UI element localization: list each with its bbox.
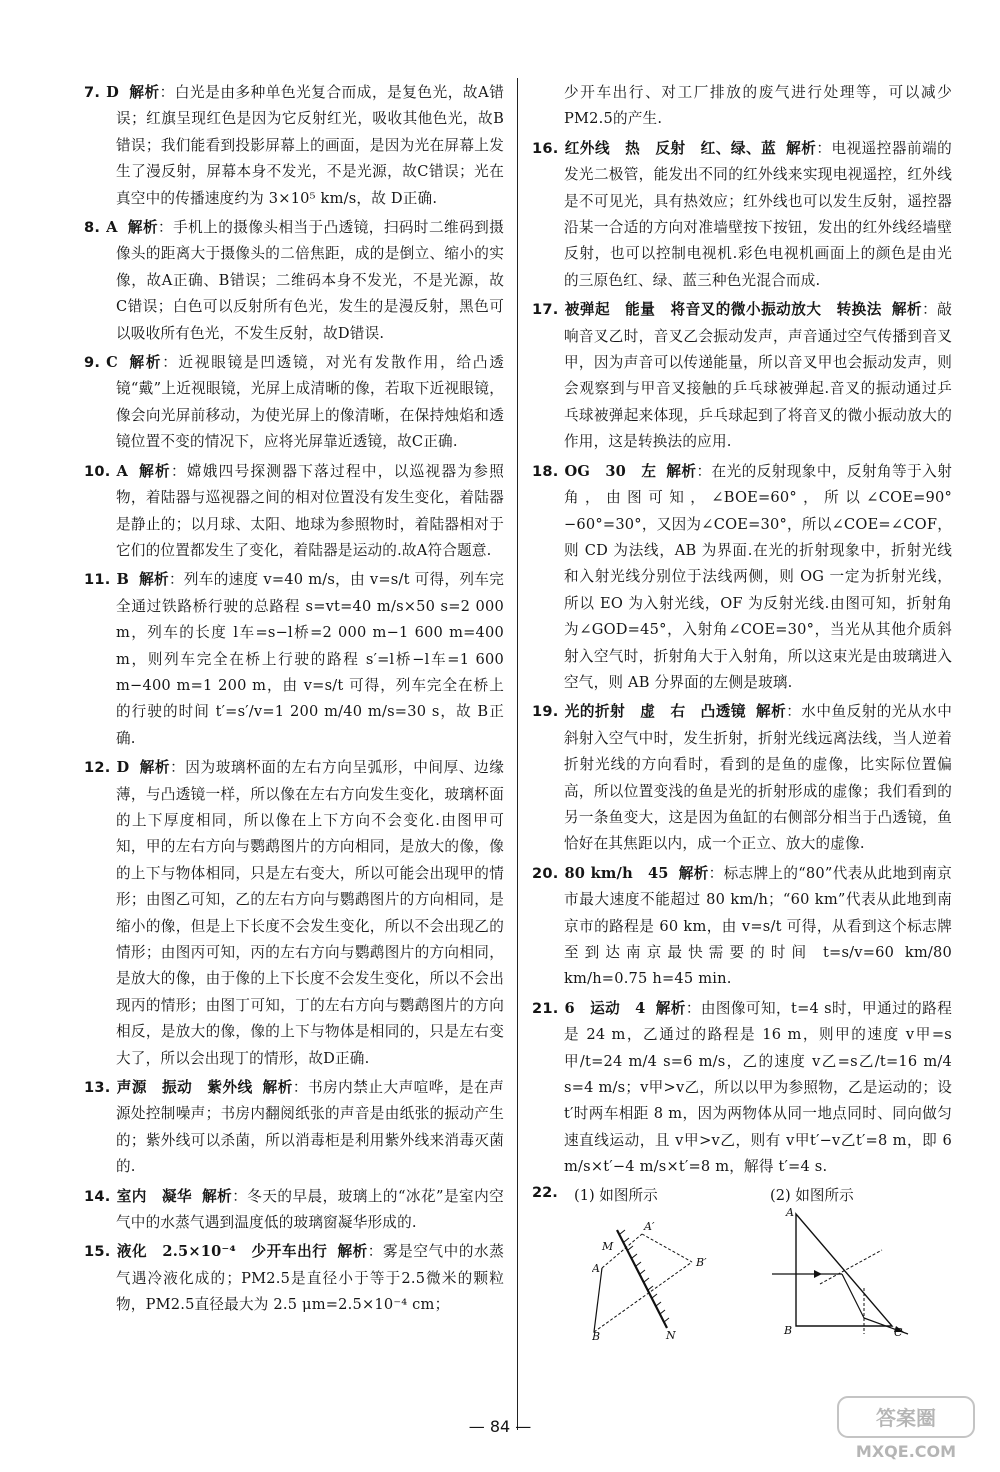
answer-item-18 (532, 459, 952, 697)
item-number: 11. (84, 571, 111, 589)
item-answer: 被弹起 能量 将音叉的微小振动放大 转换法 (564, 301, 882, 319)
analysis-text: ：水中鱼反射的光从水中斜射入空气中时，发生折射，折射光线远离法线，当人逆着折射光线的方向看时，看到的是鱼的虚像，比实际位置偏高，所以位置变浅的鱼是光的折射形成的虚像；我们看到的另一条鱼变大，这是因为鱼缸的右侧部分相当于凸透镜，鱼恰好在其焦距以内，成一个正立、放大的虚像. (564, 703, 952, 853)
label-m: M (602, 1239, 614, 1253)
label-a: A (592, 1261, 600, 1275)
item-answer: B (116, 571, 129, 589)
label-n: N (666, 1328, 676, 1340)
analysis-label: 解析 (127, 354, 163, 372)
analysis-text: ：冬天的早晨，玻璃上的“冰花”是室内空气中的水蒸气遇到温度低的玻璃窗凝华形成的. (116, 1187, 504, 1232)
figure-1-caption: (1) 如图所示 (574, 1186, 658, 1204)
item-number: 16. (532, 139, 559, 157)
item-number: 19. (532, 703, 559, 721)
column-divider (517, 78, 518, 1430)
answer-item-15-continued (532, 80, 952, 133)
item-number: 21. (532, 999, 559, 1017)
label-a: A (786, 1207, 794, 1219)
item-number: 20. (532, 864, 559, 882)
mirror-reflection-figure (592, 1220, 722, 1340)
analysis-label: 解析 (755, 703, 787, 721)
analysis-label: 解析 (678, 864, 709, 882)
right-column (532, 80, 952, 1420)
answer-item-7 (84, 80, 504, 212)
item-answer: D (106, 84, 119, 101)
glass-prism (796, 1214, 892, 1326)
analysis-label: 解析 (202, 1187, 233, 1205)
continuation-text: 少开车出行、对工厂排放的废气进行处理等，可以减少PM2.5的产生. (564, 84, 952, 128)
analysis-text: ：雾是空气中的水蒸气遇冷液化成的；PM2.5是直径小于等于2.5微米的颗粒物，PM2.5直径最大为 2.5 μm=2.5×10⁻⁴ cm； (116, 1243, 504, 1314)
analysis-label: 解析 (128, 84, 160, 101)
label-b: B (592, 1329, 601, 1340)
answer-item-20 (532, 861, 952, 993)
item-answer: D (116, 759, 130, 777)
analysis-text: ：白光是由多种单色光复合而成，是复色光，故A错误；红旗呈现红色是因为它反射红光，吸收其他色光，故B错误；我们能看到投影屏幕上的画面，是因为光在屏幕上发生了漫反射，屏幕本身不发光，不是光源，故C错误；光在真空中的传播速度约为 3×10⁵ km/s，故 D正确. (116, 84, 504, 207)
answer-item-21 (532, 996, 952, 1181)
analysis-label: 解析 (891, 301, 923, 319)
label-a-prime: A′ (644, 1219, 655, 1233)
item-number: 7. (84, 84, 101, 101)
answer-item-16 (532, 136, 952, 294)
analysis-text: ：标志牌上的“80”代表从此地到南京市最大速度不能超过 80 km/h；“60 km”代表从此地到南京市的路程是 60 km，由 v=s/t 可得，从看到这个标志牌至到达南京最快需要的时间 t=s/v=60 km/80 km/h=0.75 h=45 min. (564, 864, 952, 988)
analysis-label: 解析 (655, 999, 686, 1017)
item-number: 8. (84, 219, 101, 237)
item-answer: 声源 振动 紫外线 (116, 1079, 253, 1097)
answer-item-12 (84, 755, 504, 1072)
item-number: 13. (84, 1079, 111, 1097)
item-answer: 室内 凝华 (116, 1187, 193, 1205)
item-answer: 红外线 热 反射 红、绿、蓝 (564, 139, 777, 157)
svg-text:MXQE.COM: MXQE.COM (855, 1442, 957, 1461)
item-number: 15. (84, 1243, 111, 1261)
item-number: 14. (84, 1187, 111, 1205)
analysis-label: 解析 (127, 219, 159, 237)
analysis-text: ：在光的反射现象中，反射角等于入射角，由图可知，∠BOE=60°，所以∠COE=90°−60°=30°，又因为∠COE=30°，所以∠COE=∠COF，则 CD 为法线，AB 为界面.在光的折射现象中，折射光线和入射光线分别位于法线两侧，则 OG 一定为折射光线，所以 EO 为入射光线，OF 为反射光线.由图可知，折射角为∠GOD=45°，入射角∠COE=30°，当光从其他介质斜射入空气时，折射角大于入射角，所以这束光是由玻璃进入空气，则 AB 分界面的左侧是玻璃. (564, 462, 952, 691)
item-answer: A (106, 219, 118, 237)
item-answer: C (106, 354, 118, 372)
site-watermark-logo (836, 1395, 976, 1465)
analysis-label: 解析 (139, 571, 169, 589)
answer-item-19 (532, 699, 952, 857)
analysis-text: ：近视眼镜是凹透镜，对光有发散作用，给凸透镜“戴”上近视眼镜，光屏上成清晰的像，若取下近视眼镜，像会向光屏前移动，为使光屏上的像清晰，在保持烛焰和透镜位置不变的情况下，应将光屏靠近透镜，故C正确. (116, 354, 504, 451)
answer-item-22 (532, 1184, 952, 1344)
analysis-text: ：列车的速度 v=40 m/s，由 v=s/t 可得，列车完全通过铁路桥行驶的总路程 s=vt=40 m/s×50 s=2 000 m，列车的长度 l车=s−l桥=2 000 m−1 600 m=400 m，则列车完全在桥上行驶的路程 s′=l桥−l车=1 600 m−400 m=1 200 m，由 v=s/t 可得，列车完全在桥上的行驶的时间 t′=s′/v=1 200 m/40 m/s=30 s，故 B正确. (116, 571, 504, 747)
item-answer: OG 30 左 (564, 462, 657, 480)
object-ab (594, 1268, 602, 1332)
item-number: 18. (532, 462, 559, 480)
item-answer: A (116, 462, 128, 480)
label-c: C (894, 1325, 903, 1338)
answer-item-13 (84, 1075, 504, 1181)
answer-item-9 (84, 350, 504, 456)
answer-item-14 (84, 1184, 504, 1237)
analysis-label: 解析 (786, 139, 817, 157)
item-answer: 6 运动 4 (564, 999, 646, 1017)
analysis-text: ：电视遥控器前端的发光二极管，能发出不同的红外线来实现电视遥控，红外线是不可见光，具有热效应；红外线也可以发生反射，遥控器沿某一合适的方向对准墙壁按下按钮，发出的红外线经墙壁反射，也可以控制电视机.彩色电视机画面上的颜色是由光的三原色红、绿、蓝三种色光混合而成. (564, 139, 952, 289)
item-answer: 液化 2.5×10⁻⁴ 少开车出行 (116, 1243, 328, 1261)
analysis-label: 解析 (137, 462, 171, 480)
label-b: B (784, 1323, 793, 1337)
svg-text:答案圈: 答案圈 (876, 1406, 936, 1430)
analysis-text: ：因为玻璃杯面的左右方向呈弧形，中间厚、边缘薄，与凸透镜一样，所以像在左右方向发生变化，玻璃杯面的上下厚度相同，所以像在上下方向不会变化.由图甲可知，甲的左右方向与鹦鹉图片的方向相同，是放大的像，像的上下与物体相同，只是左右变大，所以可能会出现甲的情形；由图乙可知，乙的左右方向与鹦鹉图片的方向相同，是缩小的像，但是上下长度不会发生变化，所以不会出现乙的情形；由图丙可知，丙的左右方向与鹦鹉图片的方向相同，是放大的像，由于像的上下长度不会发生变化，所以不会出现丙的情形；由图丁可知，丁的左右方向与鹦鹉图片的方向相反，是放大的像，像的上下与物体是相同的，只是左右变大了，所以会出现丁的情形，故D正确. (116, 759, 504, 1067)
figure-2-caption: (2) 如图所示 (770, 1186, 854, 1204)
item-number: 9. (84, 354, 101, 372)
item-number: 17. (532, 301, 559, 319)
plane-mirror-line (617, 1230, 667, 1328)
analysis-label: 解析 (337, 1243, 368, 1261)
answer-item-17 (532, 297, 952, 455)
left-column (84, 80, 504, 1420)
answer-item-15 (84, 1239, 504, 1318)
label-b-prime: B′ (696, 1255, 707, 1269)
page-number: — 84 — (468, 1417, 532, 1436)
analysis-text: ：手机上的摄像头相当于凸透镜，扫码时二维码到摄像头的距离大于摄像头的二倍焦距，成的是倒立、缩小的实像，故A正确、B错误；二维码本身不发光，不是光源，故C错误；白色可以反射所有色光，发生的是漫反射，黑色可以吸收所有色光，不发生反射，故D错误. (116, 219, 504, 342)
incident-arrow-icon (814, 1270, 822, 1278)
analysis-text: ：书房内禁止大声喧哗，是在声源处控制噪声；书房内翻阅纸张的声音是由纸张的振动产生的；紫外线可以杀菌，所以消毒柜是利用紫外线来消毒灭菌的. (116, 1079, 504, 1176)
item-answer: 光的折射 虚 右 凸透镜 (564, 703, 746, 721)
analysis-text: ：嫦娥四号探测器下落过程中，以巡视器为参照物，着陆器与巡视器之间的相对位置没有发生变化，着陆器是静止的；以月球、太阳、地球为参照物时，着陆器相对于它们的位置都发生了变化，着陆器是运动的.故A符合题意. (116, 462, 504, 559)
item-number: 12. (84, 759, 111, 777)
analysis-label: 解析 (666, 462, 697, 480)
analysis-text: ：由图像可知，t=4 s时，甲通过的路程是 24 m，乙通过的路程是 16 m，则甲的速度 v甲=s甲/t=24 m/4 s=6 m/s，乙的速度 v乙=s乙/t=16 m/4 s=4 m/s；v甲>v乙，所以以甲为参照物，乙是运动的；设 t′时两车相距 8 m，因为两物体从同一地点同时、同向做匀速直线运动，且 v甲>v乙，则有 v甲t′−v乙t′=8 m，即 6 m/s×t′−4 m/s×t′=8 m，解得 t′=4 s. (564, 999, 952, 1176)
analysis-label: 解析 (139, 759, 171, 777)
analysis-label: 解析 (262, 1079, 293, 1097)
answer-item-8 (84, 215, 504, 347)
item-number: 22. (532, 1183, 558, 1201)
answer-item-10 (84, 459, 504, 565)
item-answer: 80 km/h 45 (564, 864, 669, 882)
prism-refraction-figure (772, 1208, 912, 1338)
item-number: 10. (84, 462, 111, 480)
analysis-text: ：敲响音叉乙时，音叉乙会振动发声，声音通过空气传播到音叉甲，因为声音可以传递能量，所以音叉甲也会振动发声，则会观察到与甲音叉接触的乒乓球被弹起.音叉的振动通过乒乓球被弹起来体现，乒乓球起到了将音叉的微小振动放大的作用，这是转换法的应用. (564, 301, 952, 451)
answer-item-11 (84, 567, 504, 752)
